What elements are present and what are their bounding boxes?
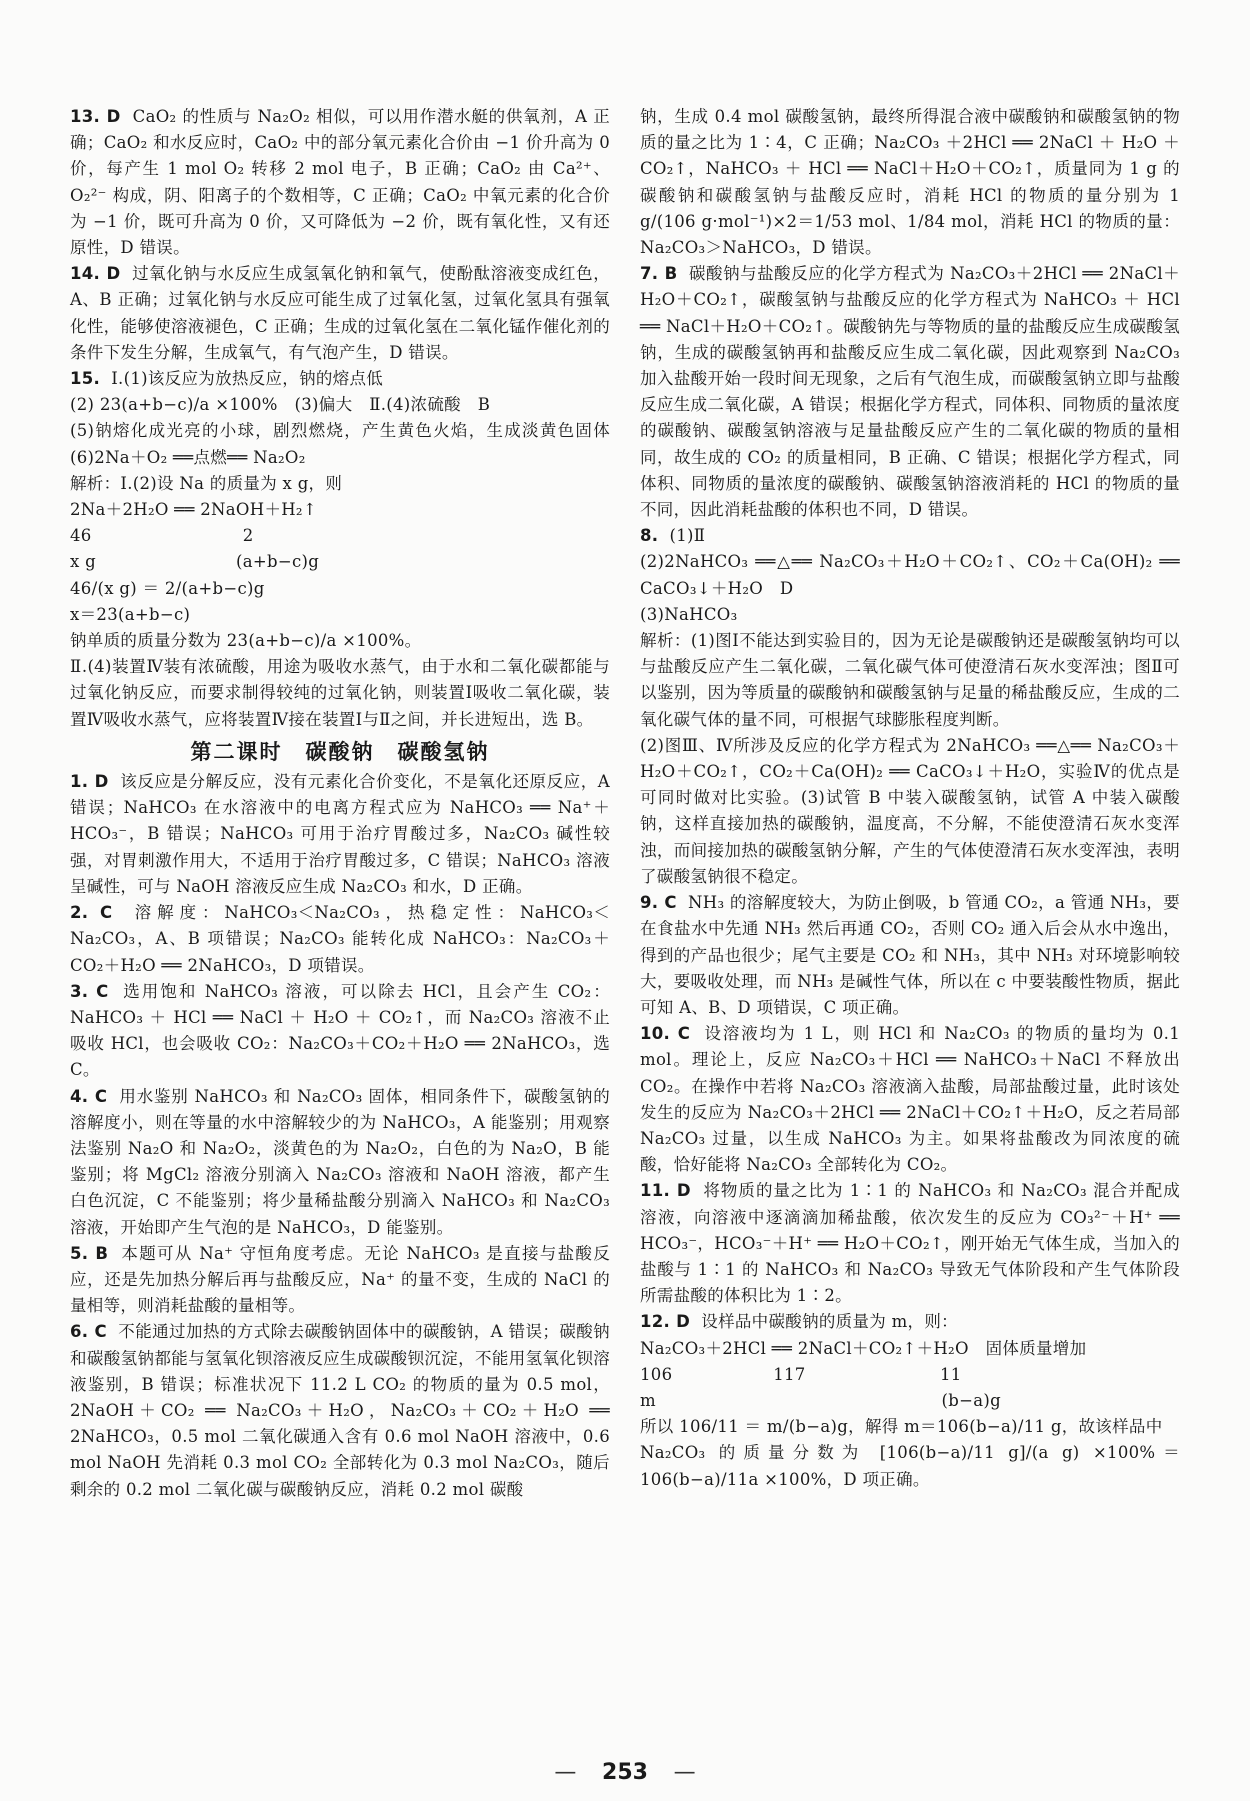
page-footer xyxy=(0,1760,1250,1785)
answer-item xyxy=(70,261,610,366)
answer-number: 3. C xyxy=(70,981,109,1001)
answer-number: 13. D xyxy=(70,107,121,126)
answer-item xyxy=(640,1309,1180,1335)
answer-text: NH₃ 的溶解度较大，为防止倒吸，b 管通 CO₂，a 管通 NH₃，要在食盐水中先通 NH₃ 然后再通 CO₂，否则 CO₂ 通入后会从水中逸出，得到的产品也很少；尾气主要是 CO₂ 和 NH₃，其中 NH₃ 对环境影响较大，要吸收处理，而 NH₃ 是碱性气体，所以在 c 中要装酸性物质，据此可知 A、B、D 项错误，C 项正确。 xyxy=(640,893,1180,1017)
answer-line xyxy=(640,1414,1180,1440)
answer-line xyxy=(70,602,610,628)
answer-text: 本题可从 Na⁺ 守恒角度考虑。无论 NaHCO₃ 是直接与盐酸反应，还是先加热分解后再与盐酸反应，Na⁺ 的量不变，生成的 NaCl 的量相等，则消耗盐酸的量相等。 xyxy=(70,1243,611,1316)
answer-line xyxy=(640,1440,1180,1492)
answer-number: 11. D xyxy=(640,1181,691,1201)
answer-line xyxy=(70,628,610,654)
answer-text: 钠，生成 0.4 mol 碳酸氢钠，最终所得混合液中碳酸钠和碳酸氢钠的物质的量之比为 1∶4，C 正确；Na₂CO₃ ＋2HCl ══ 2NaCl ＋ H₂O ＋ CO₂↑，NaHCO₃ ＋ HCl ══ NaCl＋H₂O＋CO₂↑，质量同为 1 g 的碳酸钠和碳酸氢钠与盐酸反应时，消耗 HCl 的物质的量分别为 1 g/(106 g·mol⁻¹)×2＝1/53 mol、1/84 mol，消耗 HCl 的物质的量：Na₂CO₃＞NaHCO₃，D 错误。 xyxy=(640,107,1186,258)
answer-item xyxy=(70,900,610,979)
answer-item xyxy=(640,1021,1186,1178)
answer-line xyxy=(640,1362,1180,1388)
answer-text: x＝23(a+b−c) xyxy=(70,604,191,624)
answer-text: 设样品中碳酸钠的质量为 m，则： xyxy=(701,1312,958,1332)
answer-text: 解析：(1)图Ⅰ不能达到实验目的，因为无论是碳酸钠还是碳酸氢钠均可以与盐酸反应产生二氧化碳，二氧化碳气体可使澄清石灰水变浑浊；图Ⅱ可以鉴别，因为等质量的碳酸钠和碳酸氢钠与足量的稀盐酸反应，生成的二氧化碳气体的量不同，可根据气球膨胀程度判断。 xyxy=(640,631,1180,729)
answer-text: (2) 23(a+b−c)/a ×100% (3)偏大 Ⅱ.(4)浓硫酸 B xyxy=(70,395,491,415)
answer-item xyxy=(640,1178,1186,1309)
answer-text: 2Na＋2H₂O ══ 2NaOH＋H₂↑ xyxy=(70,500,317,520)
answer-line xyxy=(640,733,1180,890)
answer-text: 将物质的量之比为 1∶1 的 NaHCO₃ 和 Na₂CO₃ 混合并配成溶液，向溶液中逐滴滴加稀盐酸，依次发生的反应为 CO₃²⁻＋H⁺ ══ HCO₃⁻，HCO₃⁻＋H⁺ ══ H₂O＋CO₂↑，刚开始无气体生成，当加入的盐酸与 1∶1 的 NaHCO₃ 和 Na₂CO₃ 导致无气体阶段和产生气体阶段所需盐酸的体积比为 1∶2。 xyxy=(640,1181,1186,1306)
answer-item xyxy=(70,1319,616,1502)
right-column xyxy=(640,104,1186,1493)
section-title: 第二课时 碳酸钠 碳酸氢钠 xyxy=(190,739,490,764)
footer-dash-right: — xyxy=(673,1760,696,1785)
answer-text: 选用饱和 NaHCO₃ 溶液，可以除去 HCl，且会产生 CO₂：NaHCO₃ ＋ HCl ══ NaCl ＋ H₂O ＋ CO₂↑，而 Na₂CO₃ 溶液不止吸收 HCl，也会吸收 CO₂：Na₂CO₃＋CO₂＋H₂O ══ 2NaHCO₃，选 C。 xyxy=(70,981,616,1080)
answer-line xyxy=(70,576,610,602)
footer-dash-left: — xyxy=(554,1760,577,1785)
answer-text: 106 117 11 xyxy=(640,1364,962,1384)
answer-text: Na₂CO₃ 的质量分数为 [106(b−a)/11 g]/(a g) ×100%＝106(b−a)/11a ×100%，D 项正确。 xyxy=(640,1443,1180,1489)
answer-item xyxy=(640,890,1180,1021)
answer-item xyxy=(640,261,1186,523)
answer-line xyxy=(640,1336,1180,1362)
answer-number: 6. C xyxy=(70,1322,107,1342)
answer-text: (3)NaHCO₃ xyxy=(640,604,738,624)
answer-line xyxy=(640,628,1180,733)
answer-text: (2)图Ⅲ、Ⅳ所涉及反应的化学方程式为 2NaHCO₃ ══△══ Na₂CO₃＋H₂O＋CO₂↑，CO₂＋Ca(OH)₂ ══ CaCO₃↓＋H₂O，实验Ⅳ的优点是可同时做对比实验。(3)试管 B 中装入碳酸氢钠，试管 A 中装入碳酸钠，这样直接加热的碳酸钠，温度高，不分解，不能使澄清石灰水变浑浊，而间接加热的碳酸氢钠分解，产生的气体使澄清石灰水变浑浊，表明了碳酸氢钠很不稳定。 xyxy=(640,735,1180,886)
answer-item xyxy=(70,769,616,900)
answer-text: 溶解度：NaHCO₃＜Na₂CO₃，热稳定性：NaHCO₃＜Na₂CO₃，A、B 项错误；Na₂CO₃ 能转化成 NaHCO₃：Na₂CO₃＋CO₂＋H₂O ══ 2NaHCO₃，D 项错误。 xyxy=(70,903,611,975)
answer-number: 4. C xyxy=(70,1086,108,1106)
answer-line xyxy=(640,104,1186,261)
answer-text: 碳酸钠与盐酸反应的化学方程式为 Na₂CO₃＋2HCl ══ 2NaCl＋H₂O＋CO₂↑，碳酸氢钠与盐酸反应的化学方程式为 NaHCO₃ ＋ HCl ══ NaCl＋H₂O＋CO₂↑。碳酸钠先与等物质的量的盐酸反应生成碳酸氢钠，生成的碳酸氢钠再和盐酸反应生成二氧化碳，因此观察到 Na₂CO₃ 加入盐酸开始一段时间无现象，之后有气泡生成，而碳酸氢钠立即与盐酸反应生成二氧化碳，A 错误；根据化学方程式，同体积、同物质的量浓度的碳酸钠、碳酸氢钠溶液与足量盐酸反应产生的二氧化碳的物质的量相同，故生成的 CO₂ 的质量相同，B 正确、C 错误；根据化学方程式，同体积、同物质的量浓度的碳酸钠、碳酸氢钠溶液消耗的 HCl 的物质的量不同，因此消耗盐酸的体积也不同，D 错误。 xyxy=(640,264,1186,520)
page-number: 253 xyxy=(602,1760,648,1785)
answer-item xyxy=(70,1241,610,1320)
answer-text: (5)钠熔化成光亮的小球，剧烈燃烧，产生黄色火焰，生成淡黄色固体 (6)2Na＋O₂ ══点燃══ Na₂O₂ xyxy=(70,421,627,467)
left-column xyxy=(70,104,627,1503)
answer-item xyxy=(70,1084,616,1241)
answer-number: 7. B xyxy=(640,264,678,284)
answer-text: 46 2 xyxy=(70,526,254,546)
answer-item xyxy=(640,523,1180,549)
answer-item xyxy=(70,104,616,261)
answer-text: 该反应是分解反应，没有元素化合价变化，不是氧化还原反应，A 错误；NaHCO₃ 在水溶液中的电离方程式应为 NaHCO₃ ══ Na⁺＋HCO₃⁻，B 错误；NaHCO₃ 可用于治疗胃酸过多，Na₂CO₃ 碱性较强，对胃刺激作用大，不适用于治疗胃酸过多，C 错误；NaHCO₃ 溶液呈碱性，可与 NaOH 溶液反应生成 Na₂CO₃ 和水，D 正确。 xyxy=(70,772,616,896)
answer-line xyxy=(640,602,1180,628)
answer-text: 不能通过加热的方式除去碳酸钠固体中的碳酸钠，A 错误；碳酸钠和碳酸氢钠都能与氢氧化钡溶液反应生成碳酸钡沉淀，不能用氢氧化钡溶液鉴别，B 错误；标准状况下 11.2 L CO₂ 的物质的量为 0.5 mol，2NaOH＋CO₂ ══ Na₂CO₃＋H₂O，Na₂CO₃＋CO₂＋H₂O ══ 2NaHCO₃，0.5 mol 二氧化碳通入含有 0.6 mol NaOH 溶液中，0.6 mol NaOH 先消耗 0.3 mol CO₂ 全部转化为 0.3 mol Na₂CO₃，随后剩余的 0.2 mol 二氧化碳与碳酸钠反应，消耗 0.2 mol 碳酸 xyxy=(70,1322,616,1499)
answer-text: m (b−a)g xyxy=(640,1390,1002,1410)
answer-item xyxy=(70,979,616,1084)
answer-line xyxy=(70,497,610,523)
answer-line xyxy=(640,549,1186,601)
answer-line xyxy=(640,1388,1180,1414)
answer-line xyxy=(70,471,610,497)
answer-text: x g (a+b−c)g xyxy=(70,552,320,572)
answer-line xyxy=(70,549,610,575)
answer-text: CaO₂ 的性质与 Na₂O₂ 相似，可以用作潜水艇的供氧剂，A 正确；CaO₂ 和水反应时，CaO₂ 中的部分氧元素化合价由 −1 价升高为 0 价，每产生 1 mol O₂ 转移 2 mol 电子，B 正确；CaO₂ 由 Ca²⁺、O₂²⁻ 构成，阴、阳离子的个数相等，C 正确；CaO₂ 中氧元素的化合价为 −1 价，既可升高为 0 价，又可降低为 −2 价，既有氧化性，又有还原性，D 错误。 xyxy=(70,107,616,258)
answer-item xyxy=(70,366,610,392)
answer-line xyxy=(70,523,610,549)
answer-text: 46/(x g) ＝ 2/(a+b−c)g xyxy=(70,578,265,598)
answer-line xyxy=(70,654,610,733)
answer-text: (2)2NaHCO₃ ══△══ Na₂CO₃＋H₂O＋CO₂↑、CO₂＋Ca(OH)₂ ══ CaCO₃↓＋H₂O D xyxy=(640,552,1186,598)
answer-number: 9. C xyxy=(640,893,677,913)
answer-number: 12. D xyxy=(640,1312,691,1332)
answer-text: 所以 106/11 ＝ m/(b−a)g，解得 m＝106(b−a)/11 g，故该样品中 xyxy=(640,1417,1163,1437)
answer-line xyxy=(70,392,610,418)
answer-text: Na₂CO₃＋2HCl ══ 2NaCl＋CO₂↑＋H₂O 固体质量增加 xyxy=(640,1338,1087,1358)
answer-number: 8. xyxy=(640,526,659,546)
answer-text: 用水鉴别 NaHCO₃ 和 Na₂CO₃ 固体，相同条件下，碳酸氢钠的溶解度小，则在等量的水中溶解较少的为 NaHCO₃，A 能鉴别；用观察法鉴别 Na₂O 和 Na₂O₂，淡黄色的为 Na₂O₂，白色的为 Na₂O，B 能鉴别；将 MgCl₂ 溶液分别滴入 Na₂CO₃ 溶液和 NaOH 溶液，都产生白色沉淀，C 不能鉴别；将少量稀盐酸分别滴入 NaHCO₃ 和 Na₂CO₃ 溶液，开始即产生气泡的是 NaHCO₃，D 能鉴别。 xyxy=(70,1086,616,1237)
answer-text: 过氧化钠与水反应生成氢氧化钠和氧气，使酚酞溶液变成红色，A、B 正确；过氧化钠与水反应可能生成了过氧化氢，过氧化氢具有强氧化性，能够使溶液褪色，C 正确；生成的过氧化氢在二氧化锰作催化剂的条件下发生分解，生成氧气，有气泡产生，D 错误。 xyxy=(70,264,611,362)
answer-text: Ⅱ.(4)装置Ⅳ装有浓硫酸，用途为吸收水蒸气，由于水和二氧化碳都能与过氧化钠反应，而要求制得较纯的过氧化钠，则装置Ⅰ吸收二氧化碳，装置Ⅳ吸收水蒸气，应将装置Ⅳ接在装置Ⅰ与Ⅱ之间，并长进短出，选 B。 xyxy=(70,657,610,729)
answer-number: 10. C xyxy=(640,1024,691,1044)
answer-text: 解析：Ⅰ.(2)设 Na 的质量为 x g，则 xyxy=(70,473,343,493)
answer-number: 1. D xyxy=(70,772,109,792)
answer-number: 14. D xyxy=(70,264,121,284)
answer-text: (1)Ⅱ xyxy=(669,526,706,546)
answer-number: 2. C xyxy=(70,903,113,923)
answer-text: Ⅰ.(1)该反应为放热反应，钠的熔点低 xyxy=(111,369,384,389)
answer-line xyxy=(70,418,627,470)
answer-number: 15. xyxy=(70,369,101,389)
answer-number: 5. B xyxy=(70,1243,109,1263)
answer-text: 钠单质的质量分数为 23(a+b−c)/a ×100%。 xyxy=(70,631,422,651)
answer-text: 设溶液均为 1 L，则 HCl 和 Na₂CO₃ 的物质的量均为 0.1 mol。理论上，反应 Na₂CO₃＋HCl ══ NaHCO₃＋NaCl 不释放出 CO₂。在操作中若将 Na₂CO₃ 溶液滴入盐酸，局部盐酸过量，此时该处发生的反应为 Na₂CO₃＋2HCl ══ 2NaCl＋CO₂↑＋H₂O，反之若局部 Na₂CO₃ 过量，以生成 NaHCO₃ 为主。如果将盐酸改为同浓度的硫酸，恰好能将 Na₂CO₃ 全部转化为 CO₂。 xyxy=(640,1024,1186,1175)
